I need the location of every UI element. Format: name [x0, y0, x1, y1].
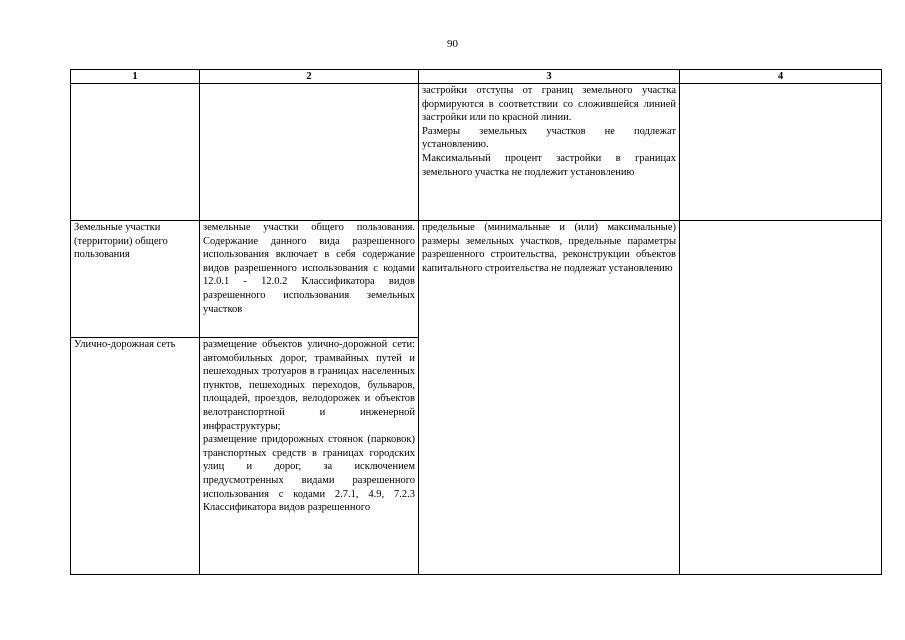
- parameters-paragraph: Максимальный процент застройки в границах земельного участка не подлежит установлению: [422, 152, 676, 178]
- page-number: 90: [447, 38, 458, 50]
- description-paragraph: размещение объектов улично-дорожной сети: автомобильных дорог, трамвайных путей и пешеходных тротуаров в границах населенных пунктов, пешеходных переходов, бульваров, площадей, проездов, велодорожек и объектов велотранспортной и инженерной инфраструктуры;: [203, 339, 415, 432]
- cell-notes: [680, 221, 882, 575]
- description-paragraph: размещение придорожных стоянок (парковок) транспортных средств в границах городских улиц и дорог, за исключением предусмотренных видами разрешенного использования с кодами 2.7.1, 4.9, 7.2.3 Классификатора видов разрешенного: [203, 434, 415, 514]
- cell-use-description: [200, 84, 419, 221]
- table-header-row: [71, 70, 882, 84]
- table-row: [71, 221, 882, 338]
- cell-notes: [680, 84, 882, 221]
- regulations-table: [70, 69, 882, 575]
- column-header-1: 1: [71, 70, 200, 84]
- cell-use-type: Улично-дорожная сеть: [71, 338, 200, 575]
- column-header-2: 2: [200, 70, 419, 84]
- parameters-paragraph: Размеры земельных участков не подлежат установлению.: [422, 125, 676, 151]
- column-header-4: 4: [680, 70, 882, 84]
- cell-parameters: [419, 84, 680, 221]
- column-header-3: 3: [419, 70, 680, 84]
- cell-use-type: [71, 84, 200, 221]
- cell-parameters: [419, 221, 680, 575]
- parameters-paragraph: застройки отступы от границ земельного участка формируются в соответствии со сложившейся линией застройки или по красной линии.: [422, 85, 676, 124]
- table-row: [71, 84, 882, 221]
- parameters-paragraph: предельные (минимальные и (или) максимальные) размеры земельных участков, предельные параметры разрешенного строительства, реконструкции объектов капитального строительства не подлежат установлению: [422, 222, 676, 274]
- cell-use-description: земельные участки общего пользования. Содержание данного вида разрешенного использования включает в себя содержание видов разрешенного использования с кодами 12.0.1 - 12.0.2 Классификатора видов разрешенного использования земельных участков: [200, 221, 419, 338]
- cell-use-description: [200, 338, 419, 575]
- cell-use-type: Земельные участки (территории) общего пользования: [71, 221, 200, 338]
